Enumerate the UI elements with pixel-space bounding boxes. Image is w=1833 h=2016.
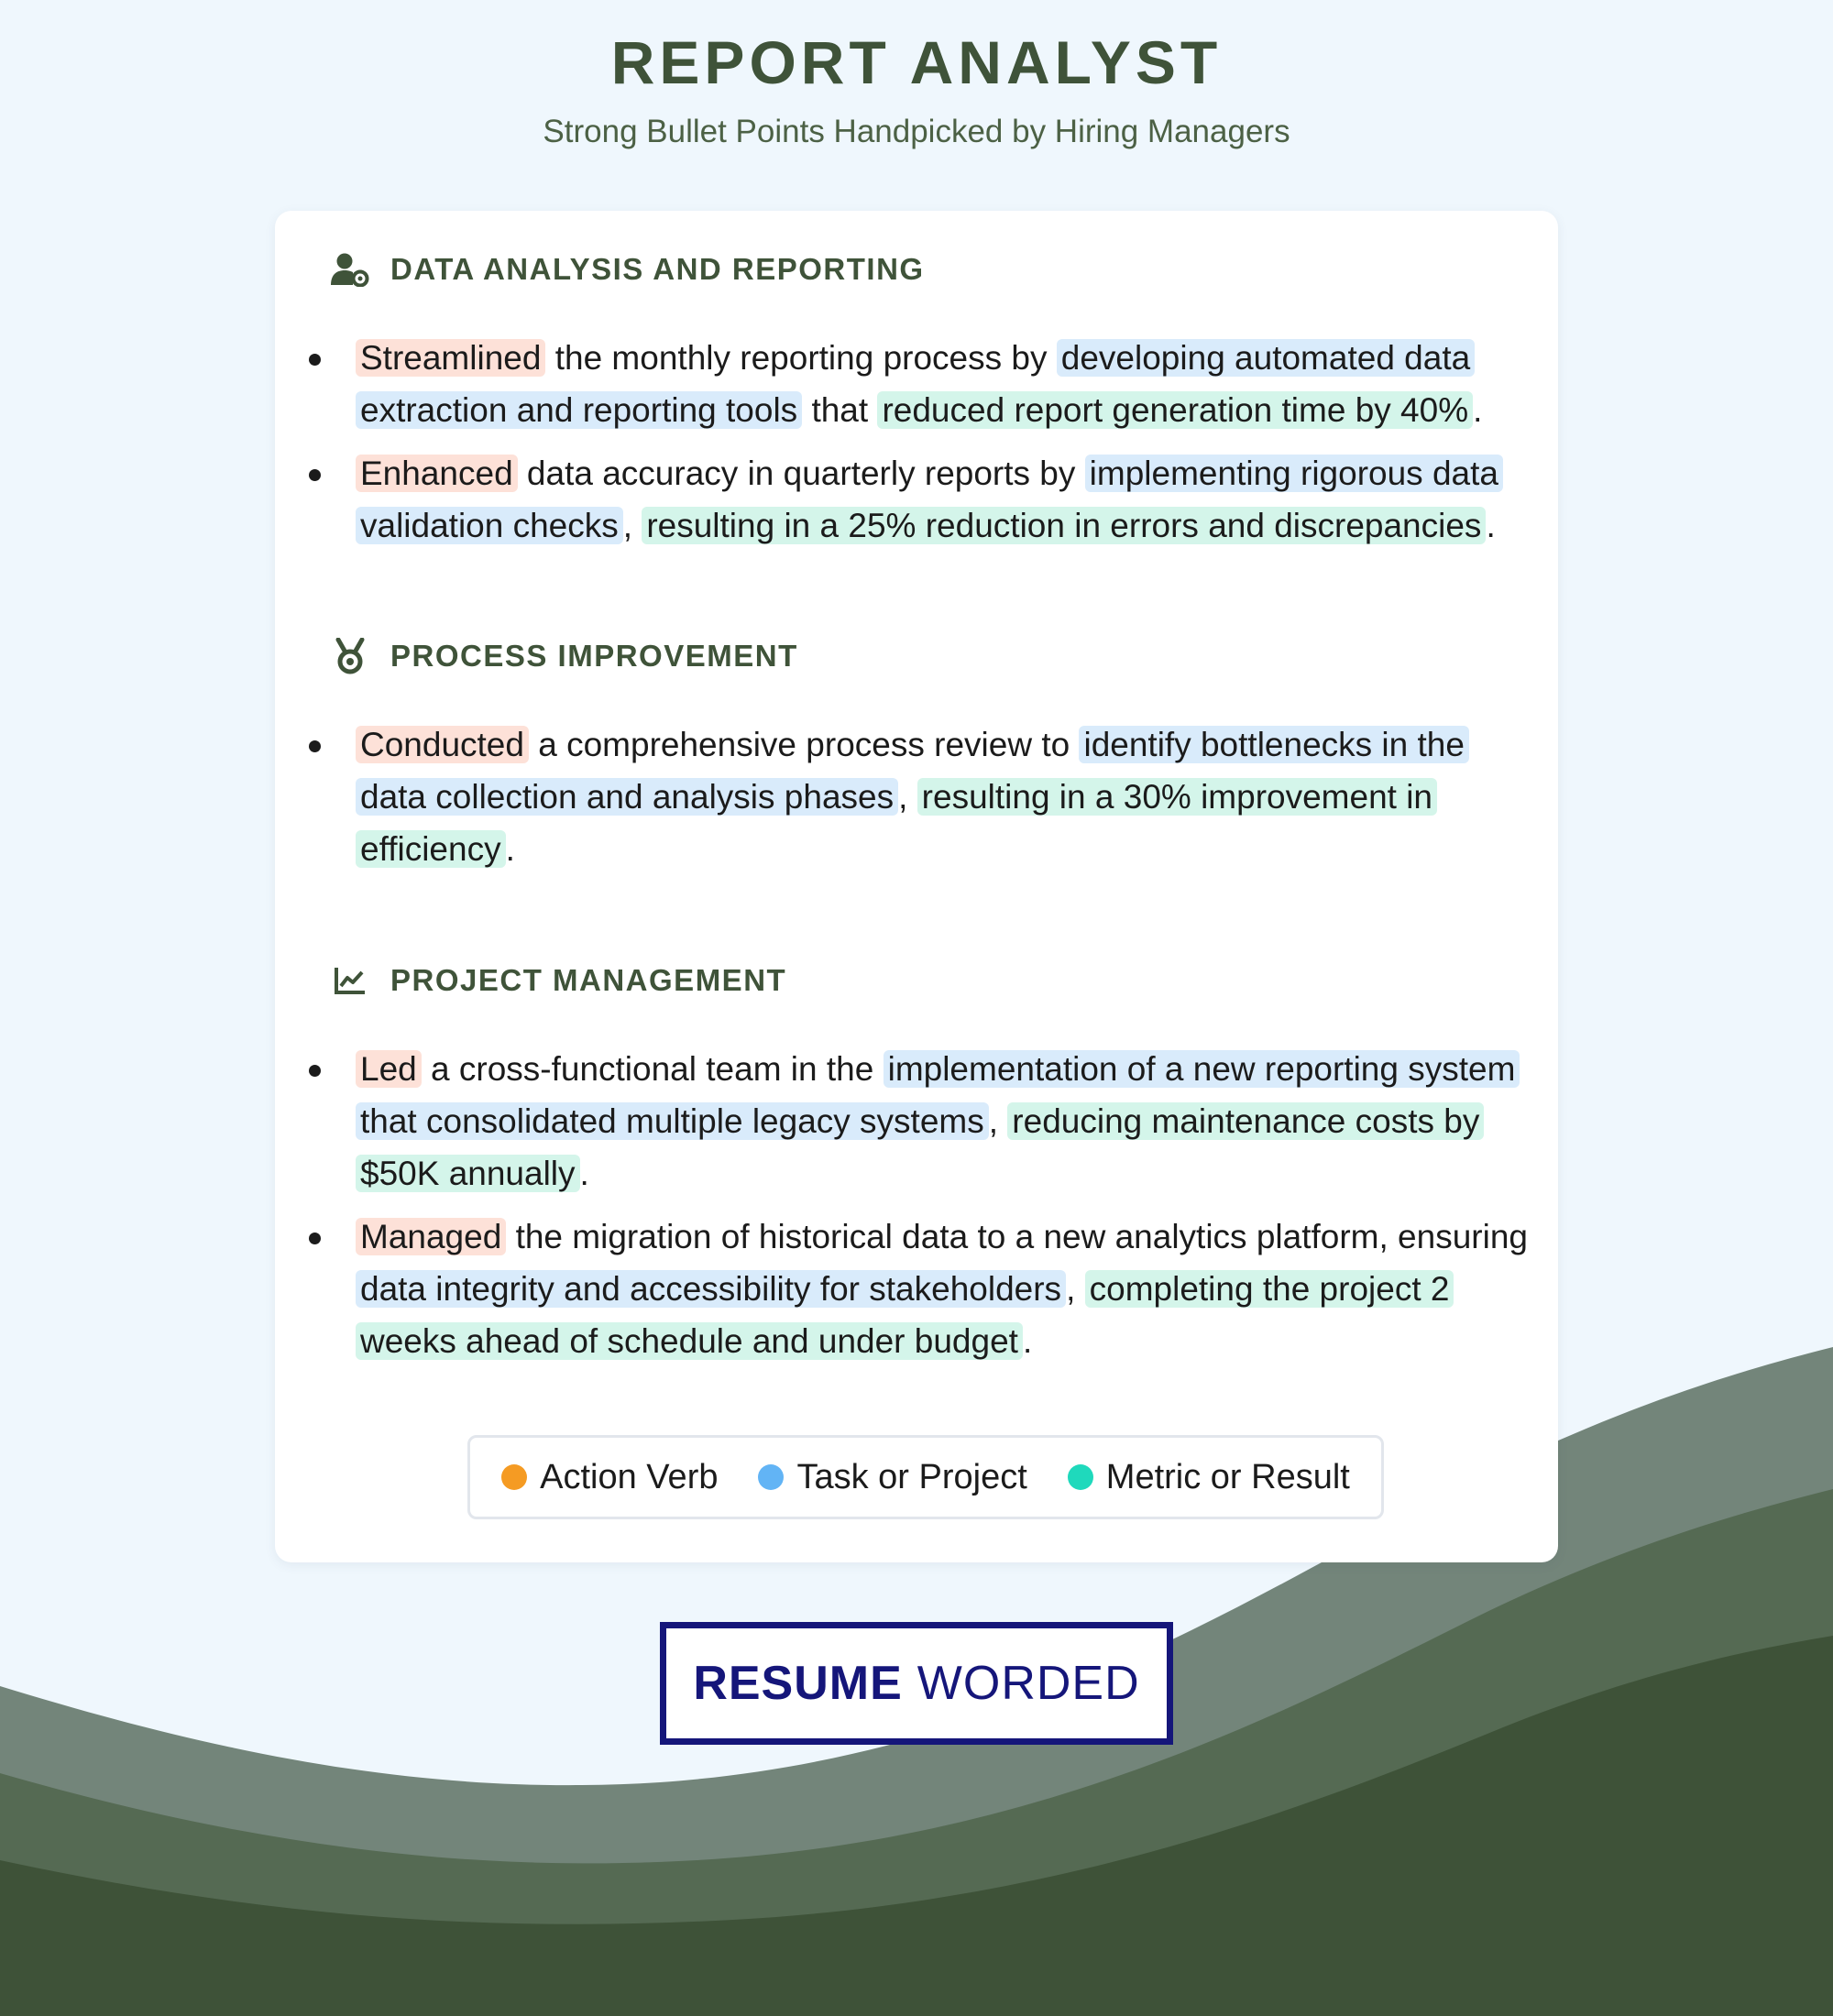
action-verb-highlight: Streamlined — [356, 339, 545, 377]
resume-worded-logo — [660, 1622, 1173, 1745]
bullet-point — [330, 1211, 1540, 1367]
metric-highlight: resulting in a 30% improvement in efficiency — [356, 778, 1437, 868]
section-title: PROCESS IMPROVEMENT — [390, 639, 798, 673]
bullet-text: a comprehensive process review to — [528, 726, 1080, 763]
bullet-text: the migration of historical data to a new analytics platform, ensuring — [506, 1218, 1528, 1255]
legend-label: Metric or Result — [1105, 1457, 1350, 1496]
section-project-management — [330, 959, 1540, 1378]
page-subtitle: Strong Bullet Points Handpicked by Hiring Managers — [543, 114, 1290, 149]
metric-highlight: reducing maintenance costs by $50K annually — [356, 1102, 1484, 1192]
bullet-point — [330, 332, 1540, 436]
action-verb-highlight: Led — [356, 1050, 422, 1088]
task-highlight: data integrity and accessibility for stakeholders — [356, 1270, 1066, 1308]
legend-item-task-or-project — [758, 1458, 1026, 1497]
section-header — [330, 247, 1540, 291]
bullet-point — [330, 718, 1540, 875]
action-verb-dot-icon — [501, 1464, 527, 1490]
bullet-text: that — [802, 391, 878, 429]
bullet-list — [330, 718, 1540, 875]
bullet-text: the monthly reporting process by — [545, 339, 1057, 377]
line-chart-icon — [330, 960, 370, 1001]
bullet-point — [330, 1043, 1540, 1200]
logo-text-light: WORDED — [916, 1657, 1140, 1710]
bullet-text: . — [579, 1155, 589, 1192]
section-title: PROJECT MANAGEMENT — [390, 963, 787, 997]
bullet-text: , — [622, 507, 642, 544]
metric-highlight: completing the project 2 weeks ahead of schedule and under budget — [356, 1270, 1454, 1360]
task-highlight: implementation of a new reporting system that consolidated multiple legacy systems — [356, 1050, 1520, 1140]
bullet-text: data accuracy in quarterly reports by — [517, 455, 1085, 492]
metric-or-result-dot-icon — [1068, 1464, 1093, 1490]
action-verb-highlight: Conducted — [356, 726, 529, 763]
user-gear-icon — [330, 249, 370, 290]
bullet-list — [330, 1043, 1540, 1367]
section-header — [330, 959, 1540, 1003]
legend-label: Task or Project — [796, 1457, 1027, 1496]
bullet-list — [330, 332, 1540, 552]
logo-text-strong: RESUME — [693, 1657, 903, 1710]
task-highlight: developing automated data extraction and reporting tools — [356, 339, 1475, 429]
task-highlight: identify bottlenecks in the data collection and analysis phases — [356, 726, 1469, 816]
bullet-text: . — [1486, 507, 1496, 544]
page-title: REPORT ANALYST — [610, 28, 1223, 96]
metric-highlight: reduced report generation time by 40% — [877, 391, 1473, 429]
bullet-points-card — [275, 211, 1558, 1562]
bullet-text: , — [988, 1102, 1008, 1140]
medal-icon — [330, 636, 370, 676]
bullet-text: . — [1022, 1322, 1033, 1360]
section-title: DATA ANALYSIS AND REPORTING — [390, 252, 925, 286]
bullet-text: . — [1473, 391, 1483, 429]
legend-item-metric-or-result — [1068, 1458, 1350, 1497]
bullet-text: , — [1066, 1270, 1085, 1308]
section-header — [330, 634, 1540, 678]
action-verb-highlight: Managed — [356, 1218, 506, 1255]
task-highlight: implementing rigorous data validation checks — [356, 455, 1503, 544]
highlight-legend — [467, 1435, 1384, 1519]
section-data-analysis — [330, 247, 1540, 563]
action-verb-highlight: Enhanced — [356, 455, 518, 492]
bullet-text: a cross-functional team in the — [421, 1050, 884, 1088]
bullet-text: , — [898, 778, 917, 816]
legend-label: Action Verb — [540, 1457, 719, 1496]
bullet-text: . — [505, 830, 515, 868]
bullet-point — [330, 447, 1540, 552]
section-process-improvement — [330, 634, 1540, 886]
task-or-project-dot-icon — [758, 1464, 784, 1490]
legend-item-action-verb — [501, 1458, 718, 1497]
metric-highlight: resulting in a 25% reduction in errors and discrepancies — [642, 507, 1486, 544]
